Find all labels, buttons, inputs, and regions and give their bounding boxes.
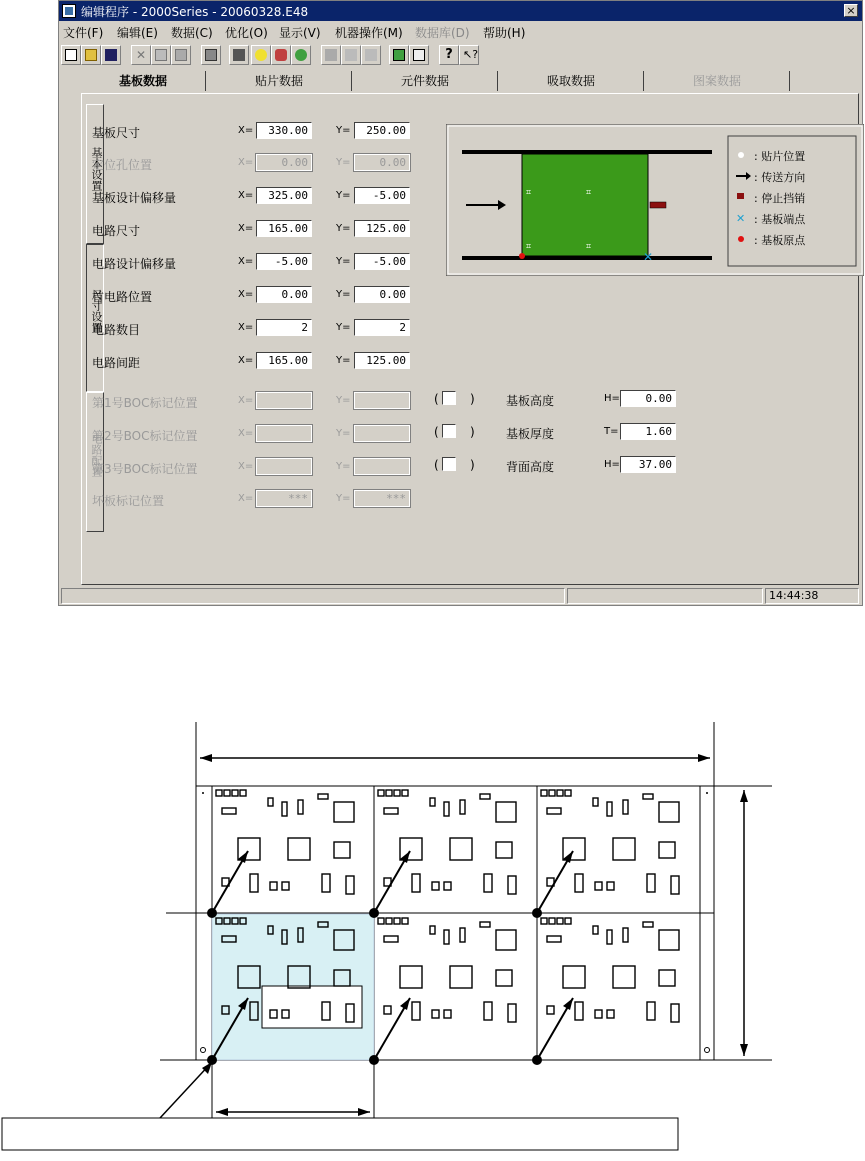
y-prefix: Y= <box>336 125 351 136</box>
x-prefix: X= <box>238 493 254 504</box>
placement-mark: ⌗ <box>526 188 532 198</box>
x-input[interactable]: -5.00 <box>256 253 312 270</box>
status-bar <box>59 587 862 605</box>
x-input[interactable]: 330.00 <box>256 122 312 139</box>
new-file-icon[interactable] <box>61 45 81 65</box>
y-prefix: Y= <box>336 395 351 406</box>
placement-mark: ⌗ <box>526 242 532 252</box>
status-time: 14:44:38 <box>765 588 859 604</box>
paren-open: ( <box>434 392 439 406</box>
save-icon[interactable] <box>101 45 121 65</box>
x-input[interactable]: 325.00 <box>256 187 312 204</box>
y-prefix: Y= <box>336 223 351 234</box>
board-thickness-input[interactable]: 1.60 <box>620 423 676 440</box>
board-origin <box>519 253 525 259</box>
svg-text:✕: ✕ <box>736 212 746 225</box>
lightbulb-icon[interactable] <box>251 45 271 65</box>
board-data-panel <box>81 93 859 585</box>
legend-transport: : 传送方向 <box>754 171 806 184</box>
help-icon[interactable]: ? <box>439 45 459 65</box>
print-icon[interactable] <box>201 45 221 65</box>
board-preview <box>446 124 864 276</box>
field-label: 电路设计偏移量 <box>92 257 177 271</box>
optimize-icon[interactable] <box>271 45 291 65</box>
y-input[interactable]: -5.00 <box>354 253 410 270</box>
x-prefix: X= <box>238 256 254 267</box>
x-input[interactable]: 165.00 <box>256 352 312 369</box>
x-prefix: X= <box>238 355 254 366</box>
paren-close: ) <box>470 458 475 472</box>
tab-pickup-data[interactable]: 吸取数据 <box>499 71 644 91</box>
legend-placement: : 贴片位置 <box>754 150 806 163</box>
title-bar[interactable] <box>59 1 862 21</box>
placement-mark: ⌗ <box>586 188 592 198</box>
field-label: 电路尺寸 <box>92 224 141 238</box>
y-input <box>354 392 410 409</box>
callout-box <box>2 1118 678 1150</box>
status-pane-2 <box>567 588 763 604</box>
menu-data[interactable]: 数据(C) <box>171 26 213 40</box>
x-prefix: X= <box>238 223 254 234</box>
menu-database: 数据库(D) <box>415 26 470 40</box>
paren-close: ) <box>470 392 475 406</box>
app-icon[interactable] <box>62 4 76 18</box>
menu-view[interactable]: 显示(V) <box>279 26 321 40</box>
tab-placement-data[interactable]: 贴片数据 <box>207 71 352 91</box>
editor-window <box>58 0 863 606</box>
field-label: 基板尺寸 <box>92 126 141 140</box>
legend-origin: : 基板原点 <box>754 234 806 247</box>
y-input[interactable]: 0.00 <box>354 286 410 303</box>
menu-optimize[interactable]: 优化(O) <box>225 26 268 40</box>
field-label: 第1号BOC标记位置 <box>92 396 198 410</box>
y-prefix: Y= <box>336 289 351 300</box>
y-prefix: Y= <box>336 322 351 333</box>
x-input[interactable]: 2 <box>256 319 312 336</box>
y-input: 0.00 <box>354 154 410 171</box>
x-prefix: X= <box>238 190 254 201</box>
board-thickness-prefix: T= <box>604 426 619 437</box>
status-pane-main <box>61 588 565 604</box>
y-prefix: Y= <box>336 157 351 168</box>
field-label: 电路间距 <box>92 356 141 370</box>
legend-endpoint: : 基板端点 <box>754 213 806 226</box>
x-prefix: X= <box>238 157 254 168</box>
y-input[interactable]: -5.00 <box>354 187 410 204</box>
menu-bar <box>59 21 862 41</box>
x-prefix: X= <box>238 125 254 136</box>
x-prefix: X= <box>238 289 254 300</box>
y-input: *** <box>354 490 410 507</box>
placement-mark: ⌗ <box>586 242 592 252</box>
side-tab-size-label: 尺寸设置 <box>90 289 103 333</box>
back-height-label: 背面高度 <box>506 460 555 474</box>
paren-close: ) <box>470 425 475 439</box>
tab-strip <box>81 71 861 93</box>
y-input[interactable]: 125.00 <box>354 220 410 237</box>
panel-layout-diagram <box>0 700 865 1161</box>
x-prefix: X= <box>238 395 254 406</box>
camera-icon <box>361 45 381 65</box>
copy-icon[interactable] <box>151 45 171 65</box>
back-height-input[interactable]: 37.00 <box>620 456 676 473</box>
boc3-checkbox[interactable] <box>442 457 456 471</box>
x-prefix: X= <box>238 428 254 439</box>
x-input: 0.00 <box>256 154 312 171</box>
menu-machine[interactable]: 机器操作(M) <box>335 26 403 40</box>
boc1-checkbox[interactable] <box>442 391 456 405</box>
find-icon[interactable] <box>229 45 249 65</box>
machine-icon[interactable] <box>291 45 311 65</box>
boc2-checkbox[interactable] <box>442 424 456 438</box>
menu-file[interactable]: 文件(F) <box>63 26 104 40</box>
stopper-pin <box>650 202 666 208</box>
field-label: 坏板标记位置 <box>92 494 165 508</box>
field-label: 电路数目 <box>92 323 141 337</box>
y-input <box>354 425 410 442</box>
table-icon[interactable] <box>409 45 429 65</box>
y-input[interactable]: 250.00 <box>354 122 410 139</box>
y-prefix: Y= <box>336 256 351 267</box>
window-title: 编辑程序 - 2000Series - 20060328.E48 <box>81 5 309 19</box>
board-height-label: 基板高度 <box>506 394 555 408</box>
back-height-prefix: H= <box>604 459 620 470</box>
context-help-icon[interactable]: ↖? <box>459 45 479 65</box>
y-input[interactable]: 2 <box>354 319 410 336</box>
x-prefix: X= <box>238 322 254 333</box>
y-input[interactable]: 125.00 <box>354 352 410 369</box>
board-height-prefix: H= <box>604 393 620 404</box>
x-input <box>256 392 312 409</box>
x-input[interactable]: 0.00 <box>256 286 312 303</box>
paste-icon[interactable] <box>171 45 191 65</box>
menu-edit[interactable]: 编辑(E) <box>117 26 158 40</box>
cut-icon[interactable]: ✕ <box>131 45 151 65</box>
board-icon[interactable] <box>389 45 409 65</box>
open-folder-icon[interactable] <box>81 45 101 65</box>
feeder-icon <box>321 45 341 65</box>
x-input: *** <box>256 490 312 507</box>
paren-open: ( <box>434 458 439 472</box>
y-input <box>354 458 410 475</box>
field-label: 第3号BOC标记位置 <box>92 462 198 476</box>
menu-help[interactable]: 帮助(H) <box>483 26 526 40</box>
upper-rail <box>462 150 712 154</box>
y-prefix: Y= <box>336 190 351 201</box>
nozzle-icon <box>341 45 361 65</box>
x-input <box>256 425 312 442</box>
x-prefix: X= <box>238 461 254 472</box>
field-label: 基板设计偏移量 <box>92 191 177 205</box>
board-endpoint: ✕ <box>643 250 654 264</box>
toolbar <box>59 43 862 67</box>
side-tab-circuit-label: 电路配置 <box>90 433 103 477</box>
field-label: 首电路位置 <box>92 290 153 304</box>
board-height-input[interactable]: 0.00 <box>620 390 676 407</box>
legend-stopper: : 停止挡销 <box>754 192 806 205</box>
x-input[interactable]: 165.00 <box>256 220 312 237</box>
y-prefix: Y= <box>336 493 351 504</box>
board-thickness-label: 基板厚度 <box>506 427 555 441</box>
y-prefix: Y= <box>336 428 351 439</box>
paren-open: ( <box>434 425 439 439</box>
field-label: 定位孔位置 <box>92 158 153 172</box>
close-button[interactable]: × <box>844 4 858 17</box>
tab-pattern-data: 图案数据 <box>645 71 790 91</box>
tab-component-data[interactable]: 元件数据 <box>353 71 498 91</box>
tab-board-data[interactable]: 基板数据 <box>81 71 206 91</box>
pcb-board <box>522 154 648 256</box>
side-tab-basic-label: 基本设置 <box>90 147 103 191</box>
y-prefix: Y= <box>336 461 351 472</box>
lower-rail <box>462 256 712 260</box>
y-prefix: Y= <box>336 355 351 366</box>
field-label: 第2号BOC标记位置 <box>92 429 198 443</box>
x-input <box>256 458 312 475</box>
